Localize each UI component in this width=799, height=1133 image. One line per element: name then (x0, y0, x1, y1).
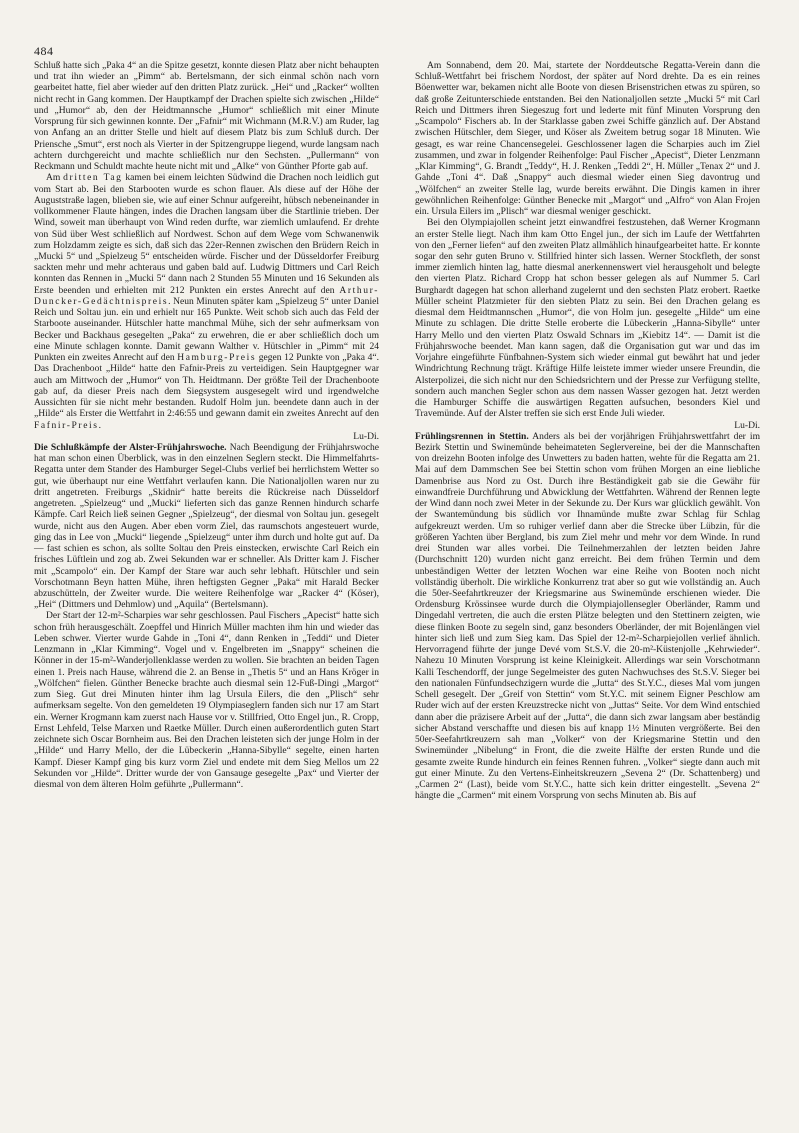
spaced-prize-name: Arthur-Duncker-Gedächtnispreis (34, 284, 379, 307)
right-column (415, 60, 760, 801)
text-run: kamen bei einem leichten Südwind die Drachen noch leidlich gut vom Start ab. Bei den Starbooten wurde es schon flauer. Als diese auf der Höhe der Auguststraße lagen, blieben sie, wie auf einer Schnur aufgereiht, hübsch nebeneinander in vollkommener Flaute hängen, indes die Drachen langsam über die Startlinie trieben. Der Wind, soweit man überhaupt von Wind reden durfte, war ziemlich umlaufend. Er drehte von Süd über West schließlich auf Nordwest. Schon auf dem Wege vom Schwanenwik zum Holzdamm zeigte es sich, daß sich das 22er-Rennen zwischen den Brüdern Reich in „Mucki 5“ und „Spielzeug 5“ entscheiden würde. Fischer und der Düsseldorfer Freiburg sackten mehr und mehr achteraus und gaben bald auf. Ludwig Dittmers und Carl Reich konnten das Rennen in „Mucki 5“ dann nach 2 Stunden 55 Minuten und 16 Sekunden als Erste beenden und erhielten mit 212 Punkten ein erstes Anrecht auf den (34, 172, 379, 296)
paragraph: Schluß hatte sich „Paka 4“ an die Spitze gesetzt, konnte diesen Platz aber nicht behaupten und trat ihn wieder an „Pimm“ ab. Bertelsmann, der sich einmal schön nach vorn gearbeitet hatte, fiel aber wieder auf den dritten Platz zurück. „Hei“ und „Racker“ wollten nicht recht in Gang kommen. Der Hauptkampf der Drachen spielte sich zwischen „Hilde“ und „Humor“ ab, den der Heidtmannsche „Humor“ schließlich mit einer Minute Vorsprung für sich gewinnen konnte. Der „Fafnir“ mit Wichmann (M.R.V.) am Ruder, lag von Anfang an an dritter Stelle und hielt auf diesem Platz bis zum Schluß durch. Der Priensche „Smut“, erst noch als Vierter in der Spitzengruppe liegend, wurde langsam nach achtern durchgereicht und machte schließlich nur den Sechsten. „Pullermann“ von Reckmann und Schuldt machte heute nicht mit und „Alke“ von Günther Pforte gab auf. (34, 60, 379, 173)
left-column (34, 60, 379, 790)
section-heading: Die Schlußkämpfe der Alster-Frühjahrswoche. (34, 441, 227, 453)
text-run: Am (46, 172, 64, 184)
section-heading: Frühlingsrennen in Stettin. (415, 430, 529, 442)
paragraph: Bei den Olympiajollen scheint jetzt einwandfrei festzustehen, daß Werner Krogmann an erster Stelle liegt. Nach ihm kam Otto Engel jun., der sich im Laufe der Wettfahrten von den „Ferner liefen“ auf den zweiten Platz allmählich hinaufgearbeitet hatte. Er konnte sogar den sehr guten Bruno v. Stillfried hinter sich lassen. Werner Stockfleth, der sonst immer ziemlich hinten lag, hatte diesmal anerkennenswert viel herausgeholt und belegte den vierten Platz. Richard Cropp hat schon besser gelegen als auf Nummer 5. Carl Burghardt dagegen hat schon allerhand zugelernt und den sechsten Platz erobert. Raetke Müller scheint Platzmieter für den siebten Platz zu sein. Bei den Drachen gelang es diesmal dem Heidtmannschen „Humor“, die von Holm jun. gesegelte „Hilde“ um eine Minute zu schlagen. Die dritte Stelle eroberte die Lübeckerin „Hanna-Sibylle“ unter Harry Mello und den vierten Platz Oswald Schnars im „Kiebitz 14“. — Damit ist die Frühjahrswoche beendet. Man kann sagen, daß die Organisation gut war und das im Vorjahre eingeführte Fünfbahnen-System sich wieder einmal gut bewährt hat und jeder Windrichtung Rechnung trägt. Kräftige Hilfe leistete immer wieder unsere Freundin, die Alsterpolizei, die sich nicht nur den Schiedsrichtern und der Presse zur Verfügung stellte, sondern auch manchen Segler schon aus dem nassen Wasser gezogen hat. Jetzt werden die Hamburger Schiffe die auswärtigen Regatten aufsuchen, besonders Kiel und Travemünde. Auf der Alster treffen sie sich erst Ende Juli wieder. (415, 217, 760, 420)
spaced-prize-name: Hamburg-Preis (177, 352, 257, 364)
section-paragraph (34, 442, 379, 611)
section-paragraph (415, 431, 760, 802)
text-run: . (98, 419, 102, 431)
text-run: . Neun Minuten später kam „Spielzeug 5“ unter Daniel Reich und Soltau jun. ein und erhielt nur 165 Punkte. Weit schob sich auch das Feld der Starboote auseinander. Hütschler hatte manchmal Mühe, sich der sehr aufmerksam von Becker und Backhaus gesegelten „Paka“ zu erwehren, die er aber schließlich doch um eine Minute schlagen konnte. Damit gewann Walther v. Hütschler in „Pimm“ mit 24 Punkten ein zweites Anrecht auf den (34, 295, 379, 364)
spaced-emphasis: dritten Tag (63, 172, 123, 184)
paragraph: Am Sonnabend, dem 20. Mai, startete der Norddeutsche Regatta-Verein dann die Schluß-Wettfahrt bei frischem Nordost, der später auf Nord drehte. Da es ein reines Böenwetter war, bekamen nicht alle Boote von diesen Brisenstrichen etwas zu spüren, so daß große Zeitunterschiede entstanden. Bei den Nationaljollen setzte „Mucki 5“ mit Carl Reich und Dittmers ihren Siegeszug fort und lederte mit fünf Minuten Vorsprung den „Scampolo“ Fischers ab. In der Starklasse gaben zwei Schiffe gänzlich auf. Der Abstand zwischen Hütschler, dem Sieger, und Köser als Zweitem betrug sogar 18 Minuten. Wie gesagt, es war reine Chancensegelei. Geschlossener lagen die Scharpies auch im Ziel zusammen, und zwar in folgender Reihenfolge: Paul Fischer „Apecist“, Dieter Lenzmann „Klar Kimming“, G. Brandt „Teddy“, H. J. Renken „Teddi 2“, H. Müller „Tenax 2“ und J. Gahde „Toni 4“. Daß „Snappy“ auch diesmal wieder einen Sieg davontrug und „Wölfchen“ an zweiter Stelle lag, wurde bereits erwähnt. Die Dingis kamen in ihrer gewöhnlichen Reihenfolge: Günther Benecke mit „Margot“ und „Alfro“ von Alan Frojen ein. Ursula Eilers im „Plisch“ war diesmal weniger geschickt. (415, 60, 760, 218)
spaced-prize-name: Fafnir-Preis (34, 419, 99, 431)
paragraph-third-day (34, 172, 379, 430)
page-number: 484 (34, 44, 54, 58)
text-run: Nach Beendigung der Frühjahrswoche hat man schon einen Überblick, was in den einzelnen Seglern steckt. Die Himmelfahrts-Regatta unter dem Stander des Hamburger Segel-Clubs verlief bei herrlichstem Wetter so gut, wie überhaupt nur eine Wettfahrt verlaufen kann. Die Nationaljollen waren nur zu dritt angetreten. Freiburgs „Skidnir“ hatte bereits die Rückreise nach Düsseldorf angetreten. „Spielzeug“ und „Mucki“ lieferten sich das ganze Rennen hindurch scharfe Kämpfe. Carl Reich ließ seinen Gegner „Spielzeug“, der diesmal von Soltau jun. gesegelt wurde, nicht aus den Augen. Aber eben vorm Ziel, das raumschots angesteuert wurde, ging das in Lee von „Mucki“ liegende „Spielzeug“ unter ihm durch und holte gut auf. Da — fast schien es schon, als sollte Soltau den Preis einstecken, erwischte Carl Reich ein frisches Lüftlein und zog ab. Zwei Sekunden war er schneller. Als Dritter kam J. Fischer mit „Scampolo“ ein. Der Kampf der Stare war auch sehr lebhaft. Hütschler und sein Vorschotmann Beyn hatten Mühe, ihren heftigsten Gegner „Paka“ mit Harald Becker abzuschütteln, der Zweiter wurde. Die weitere Reihenfolge war „Racker 4“ (Köser), „Hei“ (Dittmers und Dehmlow) und „Aquila“ (Bertelsmann). (34, 441, 379, 611)
text-run: gegen 12 Punkte von „Paka 4“. Das Drachenboot „Hilde“ hatte den Fafnir-Preis zu verteidigen. Sein Hauptgegner war auch am Mittwoch der „Humor“ von Th. Heidtmann. Der größte Teil der Drachenboote gab auf, da dieser Preis nach dem Siegsystem ausgesegelt wird und irgendwelche Aussichten für sie nicht mehr bestanden. Rudolf Holm jun. beendete dann auch in der „Hilde“ als Erster die Wettfahrt in 2:46:55 und gewann damit ein zweites Anrecht auf den (34, 352, 379, 420)
paragraph: Der Start der 12-m²-Scharpies war sehr geschlossen. Paul Fischers „Apecist“ hatte sich schon früh herausgeschält. Zoepffel und Hinrich Müller machten ihm hin und wieder das Leben schwer. Vierter wurde Gahde in „Toni 4“, dann Renken in „Teddi“ und Dieter Lenzmann in „Klar Kimming“. Vogel und v. Engelbreten im „Snappy“ scheinen die Könner in der 15-m²-Wanderjollenklasse werden zu wollen. Sie brachten an beiden Tagen einen 1. Preis nach Hause, während die 2. an Bense in „Thetis 5“ und an Hans Kröger in „Wölfchen“ fielen. Günther Benecke brachte auch diesmal sein 12-Fuß-Dingi „Margot“ zum Sieg. Gut drei Minuten hinter ihm lag Ursula Eilers, die den „Plisch“ sehr aufmerksam segelte. Von den gemeldeten 19 Olympiaseglern fanden sich nur 17 am Start ein. Werner Krogmann kam zuerst nach Hause vor v. Stillfried, Otto Engel jun., R. Cropp, Ernst Lehfeld, Telse Marxen und Raetke Müller. Durch einen außerordentlich guten Start zeichnete sich Oscar Bornheim aus. Bei den Drachen leisteten sich der junge Holm in der „Hilde“ und Harry Mello, der die Lübeckerin „Hanna-Sibylle“ segelte, einen harten Kampf. Dieser Kampf ging bis kurz vorm Ziel und endete mit dem Sieg Mellos um 22 Sekunden vor „Hilde“. Dritter wurde der von Gansauge gesegelte „Pax“ und Vierter der diesmal von dem älteren Holm geführte „Pullermann“. (34, 610, 379, 790)
signature: Lu-Di. (353, 430, 379, 442)
text-run: Anders als bei der vorjährigen Frühjahrswettfahrt der im Bezirk Stettin und Swinemünde beheimateten Seglervereine, bei der die Mannschaften von dreizehn Booten infolge des Unwetters zu baden hatten, wehte für die Regatta am 21. Mai auf dem Dammschen See bei Stettin schon vom frühen Morgen an eine liebliche Damenbrise aus Nord zu Ost. Durch ihre Beständigkeit gab sie die Gewähr für einwandfreie Durchführung und Abwicklung der Wettfahrten. Während der Rennen legte der Wind dann noch zwei Meter in der Sekunde zu. Der Kurs war glücklich gewählt. Von der Swantemündung bis südlich vor Ihnamünde mußte zwar Schlag für Schlag aufgekreuzt werden. Um so ruhiger verlief dann aber die Strecke über Lübzin, für die größeren Yachten über Bergland, bis zum Ziel mehr und mehr vor dem Winde. In rund drei Stunden war alles vorbei. Die Teilnehmerzahlen der letzten beiden Jahre (Durchschnitt 120) wurden nicht ganz erreicht. Bei dem frühen Termin und dem unbeständigen Wetter der letzten Wochen war eine Reihe von Booten noch nicht vollständig überholt. Die wirkliche Konkurrenz trat aber so gut wie vollständig an. Auch die 50er-Seefahrtkreuzer der Kriegsmarine aus Swinemünde erschienen wieder. Die Ordensburg Krössinsee wurde durch die Olympiajollensegler Oberländer, Ramm und Dingedahl vertreten, die auch die ersten Plätze belegten und den Stettinern zeigten, wie diese flinken Boote zu segeln sind, ganz besonders Oberländer, der mit Bojenlängen viel hinter sich ließ und zum Sieg kam. Das Spiel der 12-m²-Scharpiejollen verlief ähnlich. Hervorragend führte der junge Devé vom St.S.V. die 20-m²-Küstenjolle „Kehrwieder“. Nahezu 10 Minuten Vorsprung ist keine Kleinigkeit. Allerdings war sein Vorschotmann Kalli Teschendorff, der junge Segelmeister des guten Nachwuchses des St.S.V. Sieger bei den nationalen Fünfundsechzigern wurde die „Jutta“ des St.Y.C., dieses Mal vom jungen Schell gesegelt. Der „Greif von Stettin“ vom St.Y.C. mit seinem Eigner Peschlow am Ruder wich auf der ersten Kreuzstrecke nicht von „Juttas“ Seite. Vor dem Wind entschied dann aber die präzisere Arbeit auf der „Jutta“, die dann sich zwar langsam aber beständig sicher Abstand verschaffte und diesen bis auf knapp 1½ Minuten vergrößerte. Bei den 50er-Seefahrtkreuzern sah man „Volker“ von der Kriegsmarine Stettin und den Swinemünder „Nibelung“ in Front, die die zweite Hälfte der ersten Runde und die gesamte zweite Runde hindurch ein feines Rennen fuhren. „Volker“ siegte dann auch mit gut einer Minute. Zu den Vertens-Einheitskreuzern „Sevena 2“ (Dr. Schattenberg) und „Carmen 2“ (Last), beide vom St.Y.C., hatte sich kein dritter eingestellt. „Sevena 2“ hängte die „Carmen“ mit einem Vorsprung von sechs Minuten ab. Bis auf (415, 430, 760, 802)
signature: Lu-Di. (734, 419, 760, 431)
